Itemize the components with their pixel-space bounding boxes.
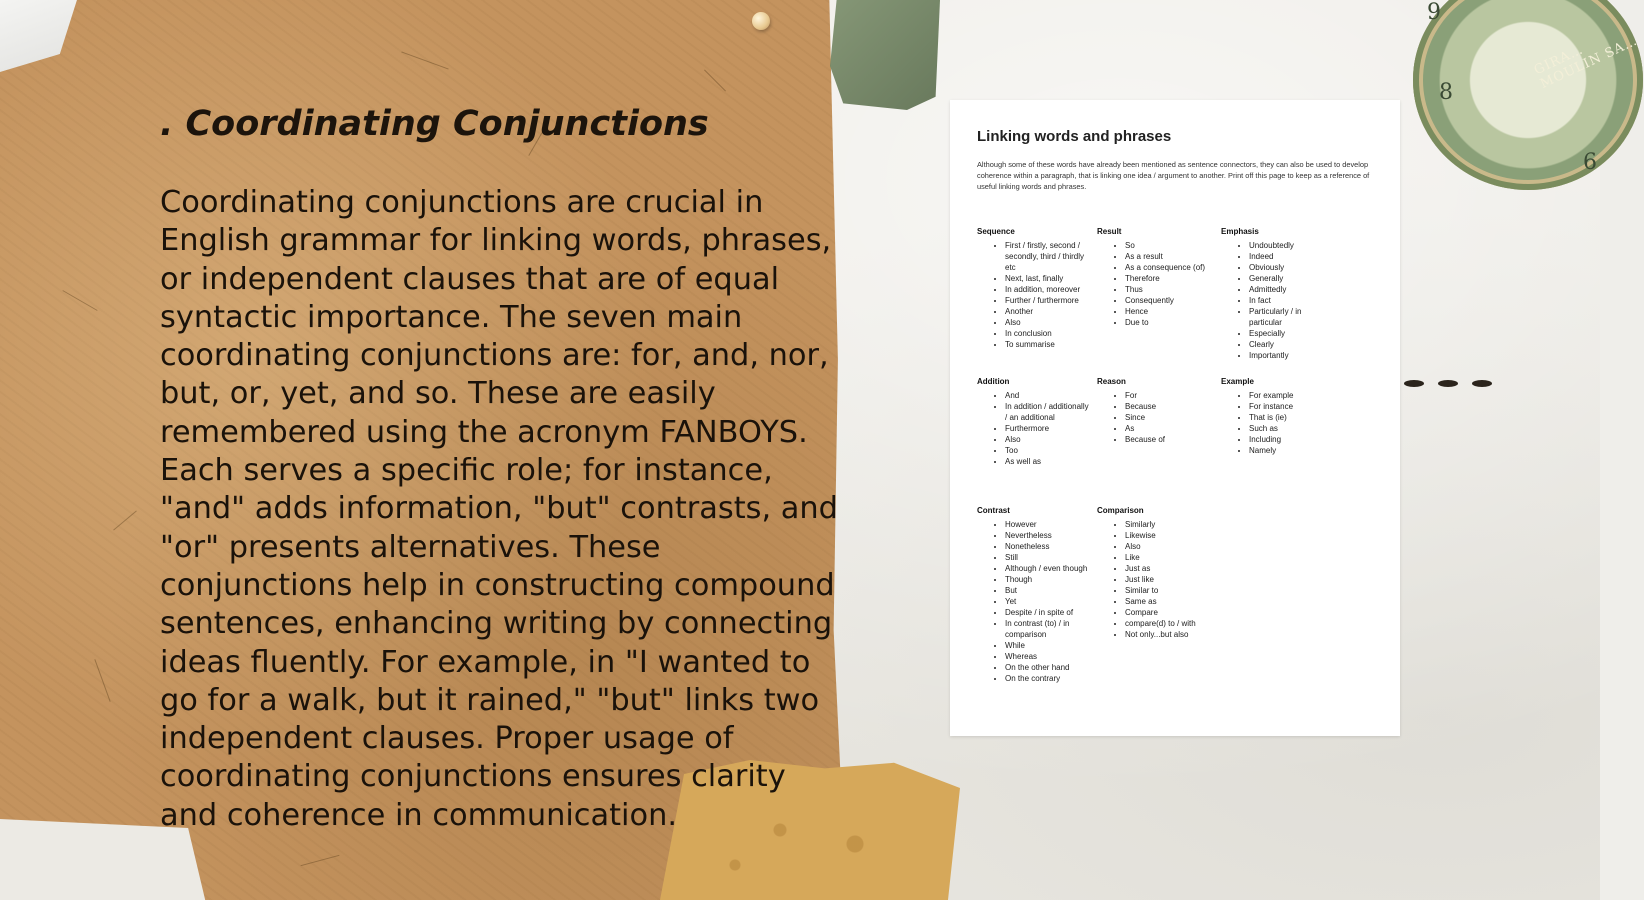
list-item: • Thus xyxy=(1125,284,1217,295)
category-heading: Emphasis xyxy=(1221,227,1259,236)
category-addition xyxy=(977,376,1092,467)
list-item: • Still xyxy=(1005,552,1097,563)
pushpin-icon xyxy=(752,12,770,30)
list-item: • Too xyxy=(1005,445,1092,456)
category-list xyxy=(1221,390,1341,456)
list-item: • Since xyxy=(1125,412,1217,423)
slide-title: . Coordinating Conjunctions xyxy=(160,104,709,144)
list-item: • Although / even though xyxy=(1005,563,1097,574)
category-list xyxy=(1097,519,1222,640)
list-item: • Such as xyxy=(1249,423,1341,434)
category-list xyxy=(1097,240,1217,328)
category-heading: Example xyxy=(1221,377,1254,386)
list-item: • Compare xyxy=(1125,607,1222,618)
list-item: • While xyxy=(1005,640,1097,651)
list-item: • In addition, moreover xyxy=(1005,284,1092,295)
clock-number: 6 xyxy=(1583,150,1597,175)
list-item: • Hence xyxy=(1125,306,1217,317)
list-item: • Nonetheless xyxy=(1005,541,1097,552)
list-item: • In contrast (to) / in comparison xyxy=(1005,618,1097,640)
list-item: • Similarly xyxy=(1125,519,1222,530)
list-item: • Obviously xyxy=(1249,262,1326,273)
list-item: • First / firstly, second / secondly, third / thirdly etc xyxy=(1005,240,1092,273)
list-item: • As a result xyxy=(1125,251,1217,262)
green-tape-decoration xyxy=(830,0,940,110)
list-item: • And xyxy=(1005,390,1092,401)
list-item: • On the contrary xyxy=(1005,673,1097,684)
list-item: • Further / furthermore xyxy=(1005,295,1092,306)
category-list xyxy=(977,519,1097,684)
category-heading: Comparison xyxy=(1097,506,1144,515)
list-item: • Like xyxy=(1125,552,1222,563)
list-item: • In fact xyxy=(1249,295,1326,306)
clock-label: GIRA… MOULIN SA… xyxy=(1531,33,1641,92)
category-list xyxy=(1097,390,1217,445)
document-intro: Although some of these words have already been mentioned as sentence connectors, they can also be used to develop coherence within a paragraph, that is linking one idea / argument to another. Print off this page to keep as a reference of useful linking words and phrases. xyxy=(977,160,1370,191)
category-comparison xyxy=(1097,505,1222,640)
list-item: • Another xyxy=(1005,306,1092,317)
list-item: • Nevertheless xyxy=(1005,530,1097,541)
list-item: • Similar to xyxy=(1125,585,1222,596)
list-item: • Despite / in spite of xyxy=(1005,607,1097,618)
list-item: • To summarise xyxy=(1005,339,1092,350)
list-item: • That is (ie) xyxy=(1249,412,1341,423)
list-item: • As a consequence (of) xyxy=(1125,262,1217,273)
list-item: • Indeed xyxy=(1249,251,1326,262)
list-item: • Yet xyxy=(1005,596,1097,607)
list-item: • Namely xyxy=(1249,445,1341,456)
list-item: • As xyxy=(1125,423,1217,434)
document-title: Linking words and phrases xyxy=(977,128,1172,145)
clock-number: 9 xyxy=(1427,0,1441,25)
list-item: • In addition / additionally / an additional xyxy=(1005,401,1092,423)
list-item: • As well as xyxy=(1005,456,1092,467)
list-item: • Not only...but also xyxy=(1125,629,1222,640)
list-item: • Particularly / in particular xyxy=(1249,306,1326,328)
list-item: • Because xyxy=(1125,401,1217,412)
category-heading: Sequence xyxy=(977,227,1015,236)
category-result xyxy=(1097,226,1217,328)
list-item: • Importantly xyxy=(1249,350,1326,361)
category-heading: Addition xyxy=(977,377,1010,386)
category-list xyxy=(977,240,1092,350)
category-heading: Contrast xyxy=(977,506,1010,515)
list-item: • Consequently xyxy=(1125,295,1217,306)
category-list xyxy=(1221,240,1326,361)
list-item: • Undoubtedly xyxy=(1249,240,1326,251)
list-item: • Clearly xyxy=(1249,339,1326,350)
category-heading: Reason xyxy=(1097,377,1126,386)
list-item: • On the other hand xyxy=(1005,662,1097,673)
list-item: • Though xyxy=(1005,574,1097,585)
list-item: • For instance xyxy=(1249,401,1341,412)
list-item: • Therefore xyxy=(1125,273,1217,284)
list-item: • In conclusion xyxy=(1005,328,1092,339)
slide-body-text: Coordinating conjunctions are crucial in English grammar for linking words, phrases, or independent clauses that are of equal syntactic importance. The seven main coordinating conjunctions are: for, and, nor, but, or, yet, and so. These are easily remembered using the acronym FANBOYS. Each serves a specific role; for instance, "and" adds information, "but" contrasts, and "or" presents alternatives. These conjunctions help in constructing compound sentences, enhancing writing by connecting ideas fluently. For example, in "I wanted to go for a walk, but it rained," "but" links two independent clauses. Proper usage of coordinating conjunctions ensures clarity and coherence in communication. xyxy=(160,185,838,833)
list-item: • Just as xyxy=(1125,563,1222,574)
list-item: • compare(d) to / with xyxy=(1125,618,1222,629)
list-item: • Due to xyxy=(1125,317,1217,328)
list-item: • Just like xyxy=(1125,574,1222,585)
list-item: • Whereas xyxy=(1005,651,1097,662)
list-item: • But xyxy=(1005,585,1097,596)
list-item: • Especially xyxy=(1249,328,1326,339)
category-example xyxy=(1221,376,1341,456)
list-item: • Generally xyxy=(1249,273,1326,284)
list-item: • Admittedly xyxy=(1249,284,1326,295)
list-item: • For example xyxy=(1249,390,1341,401)
list-item: • Furthermore xyxy=(1005,423,1092,434)
linking-words-document xyxy=(950,100,1400,736)
list-item: • Same as xyxy=(1125,596,1222,607)
list-item: • Next, last, finally xyxy=(1005,273,1092,284)
category-heading: Result xyxy=(1097,227,1122,236)
clock-number: 8 xyxy=(1439,80,1453,105)
category-contrast xyxy=(977,505,1097,684)
category-reason xyxy=(1097,376,1217,445)
dash-decoration xyxy=(1404,378,1500,390)
category-sequence xyxy=(977,226,1092,350)
list-item: • So xyxy=(1125,240,1217,251)
category-emphasis xyxy=(1221,226,1326,361)
list-item: • For xyxy=(1125,390,1217,401)
list-item: • Also xyxy=(1005,434,1092,445)
list-item: • Likewise xyxy=(1125,530,1222,541)
list-item: • However xyxy=(1005,519,1097,530)
list-item: • Also xyxy=(1125,541,1222,552)
list-item: • Because of xyxy=(1125,434,1217,445)
list-item: • Including xyxy=(1249,434,1341,445)
category-list xyxy=(977,390,1092,467)
list-item: • Also xyxy=(1005,317,1092,328)
